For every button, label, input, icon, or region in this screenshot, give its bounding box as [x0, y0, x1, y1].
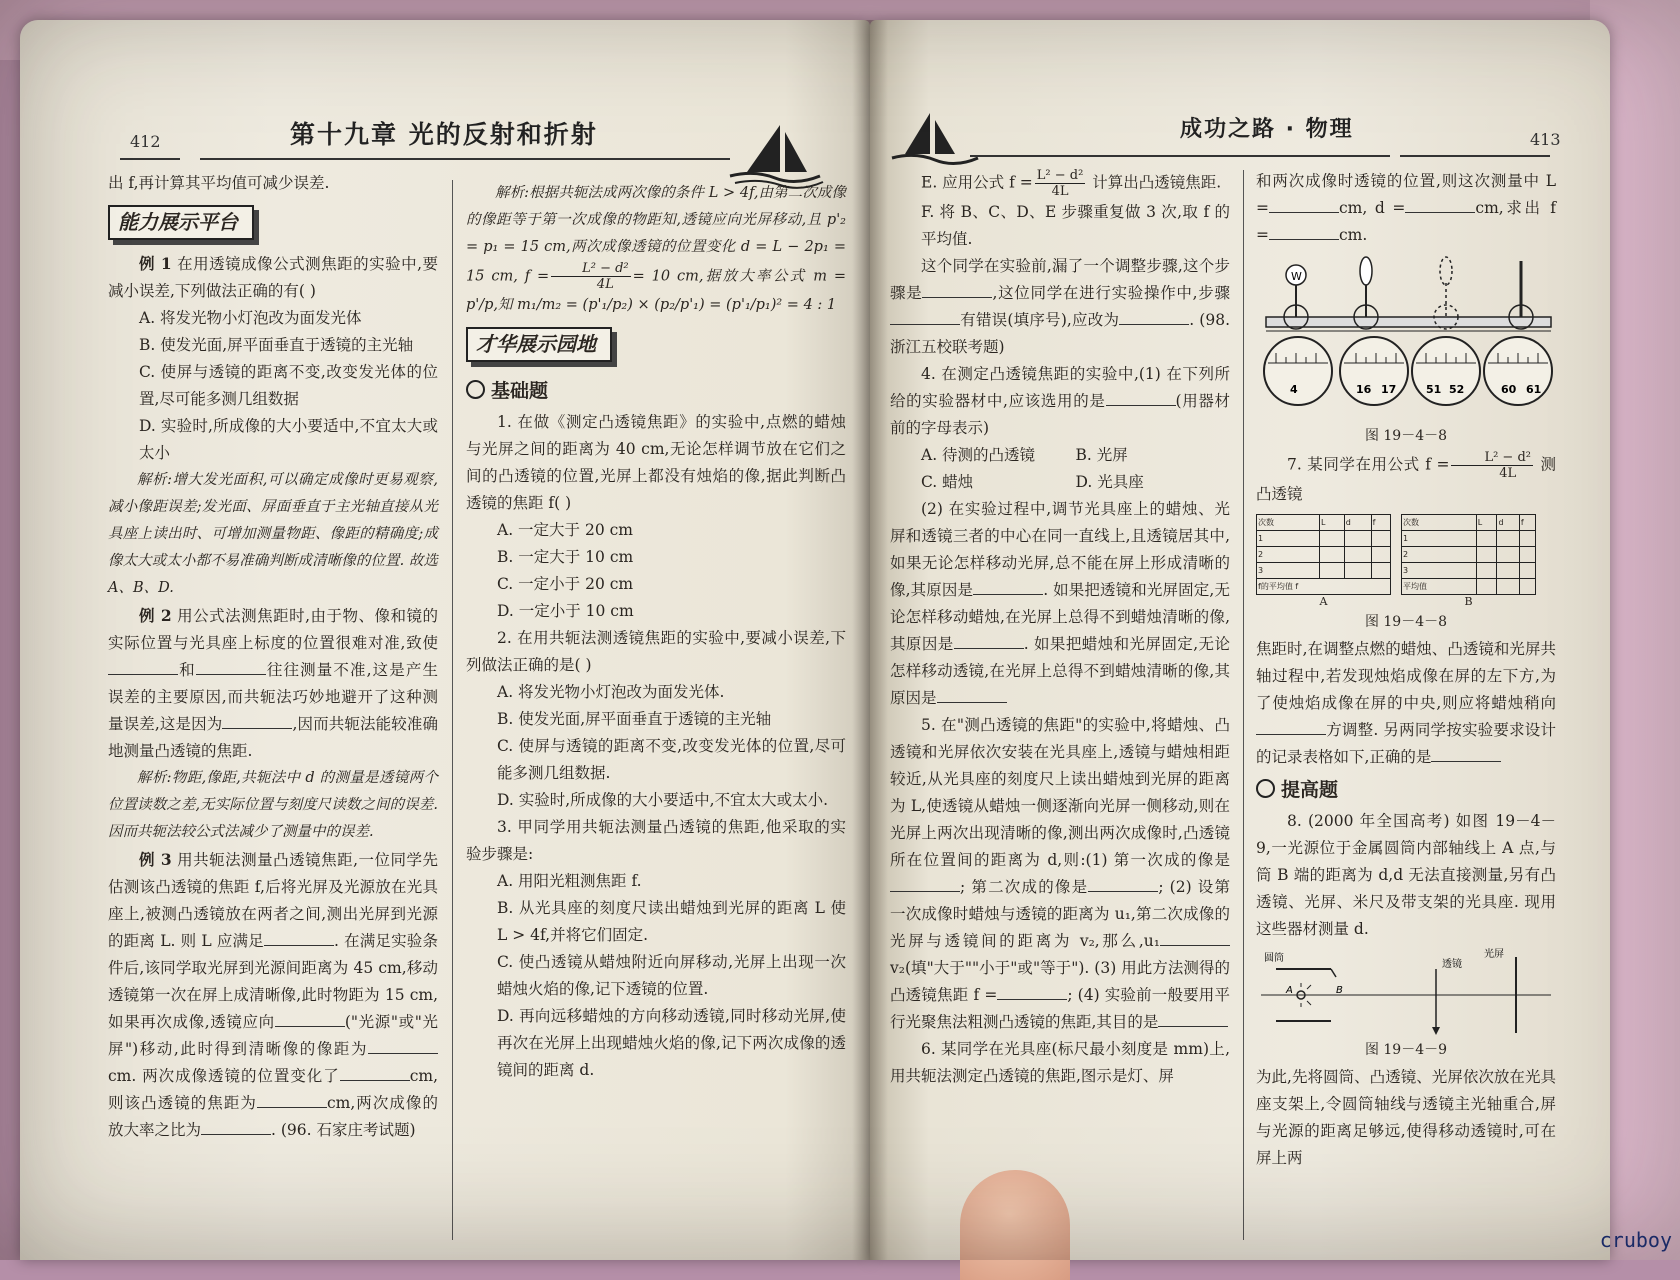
section-heading-text: 基础题 — [491, 380, 549, 402]
screen-label: 光屏 — [1484, 949, 1504, 960]
analysis-text: 解析:物距,像距,共轭法中 d 的测量是透镜两个位置读数之差,无实际位置与刻度尺读数之间的误差. 因而共轭法较公式法减少了测量中的误差. — [108, 770, 438, 840]
question-text: cm, d = — [1339, 199, 1406, 217]
intro-text: 出 f,再计算其平均值可减少误差. — [108, 174, 330, 192]
example-text: 在用透镜成像公式测焦距的实验中,要减小误差,下列做法正确的有( ) — [108, 255, 439, 300]
option-c: C. 使屏与透镜的距离不变,改变发光体的位置,尽可能多测几组数据. — [497, 737, 846, 782]
right-page — [870, 20, 1610, 1260]
table-header-cell: L — [1476, 515, 1497, 531]
option-c: C. 使屏与透镜的距离不变,改变发光体的位置,尽可能多测几组数据 — [139, 363, 438, 408]
example-text: 和 — [178, 661, 196, 679]
analysis-text: 解析:增大发光面积,可以确定成像时更易观察,减小像距误差;发光面、屏面垂直于主光轴直接从光具座上读出时、可增加测量物距、像距的精确度;成像太大或太小都不易准确判断成清晰像的位置. 故选 A、B、D. — [108, 472, 438, 596]
point-a-label: A — [1286, 985, 1293, 996]
column-divider — [1243, 170, 1244, 1240]
question-text: 5. 在"测凸透镜的焦距"的实验中,将蜡烛、凸透镜和光屏依次安装在光具座上,透镜与蜡烛相距较近,从光具座的刻度尺上读出蜡烛到光屏的距离为 L,使透镜从蜡烛一侧逐渐向光屏一侧移动,则在光屏上两次出现清晰的像,测出两次成像时,凸透镜所在位置间的距离为 d,则:(1) 第一次成的像是 — [890, 716, 1230, 869]
table-label: B — [1464, 595, 1473, 608]
fraction-denominator: 4L — [596, 277, 614, 292]
question-6-continued — [1256, 168, 1556, 249]
circle-icon — [1256, 779, 1275, 798]
question-text: v₂(填"大于""小于"或"等于"). (3) 用此方法测得的凸透镜焦距 f = — [890, 959, 1230, 1004]
answer-blank — [1160, 929, 1230, 946]
lens-label: 透镜 — [1442, 959, 1462, 970]
source-note: . (98. 浙江五校联考题) — [890, 311, 1230, 356]
section-banner: 能力展示平台 — [108, 205, 254, 240]
answer-blank — [890, 875, 960, 892]
example-text: . 在满足实验条件后,该同学取光屏到光源间距离为 45 cm,移动透镜第一次在屏上成清晰像,此时物距为 15 cm,如果再次成像,透镜应向 — [108, 932, 438, 1031]
answer-blank — [340, 1064, 410, 1081]
formula-f: f = — [1009, 173, 1033, 192]
answer-blank — [997, 983, 1067, 1000]
table-cell: 2 — [1402, 547, 1477, 563]
table-cell: 3 — [1402, 563, 1477, 579]
record-tables — [1256, 514, 1556, 609]
question-5 — [890, 712, 1230, 1036]
question-7 — [1256, 450, 1556, 508]
step-f: F. 将 B、C、D、E 步骤重复做 3 次,取 f 的平均值. — [921, 203, 1230, 248]
option-a: A. 一定大于 20 cm — [497, 521, 634, 539]
question-text: ; (4) 实验前一般要用平行光聚焦法粗测凸透镜的焦距,其目的是 — [890, 986, 1230, 1031]
example-text: 往往测量不准,这是产生误差的主要原因,而共轭法巧妙地避开了这种测量误差,这是因为 — [108, 661, 438, 733]
fraction-denominator: 4L — [1499, 466, 1517, 481]
lens-icon — [1440, 257, 1452, 285]
column-divider — [452, 180, 453, 1240]
right-column-1 — [890, 168, 1230, 1090]
question-text: 7. 某同学在用公式 — [1287, 455, 1420, 474]
table-cell: 平均值 — [1402, 579, 1477, 595]
example-text: cm. 两次成像透镜的位置变化了 — [108, 1067, 340, 1085]
figure-caption: 图 19－4－8 — [1364, 428, 1448, 444]
table-cell: 1 — [1402, 531, 1477, 547]
answer-blank — [1158, 1010, 1228, 1027]
circle-icon — [466, 380, 485, 399]
question-text: cm. — [1339, 226, 1368, 244]
answer-blank — [1256, 718, 1326, 735]
question-text: 焦距时,在调整点燃的蜡烛、凸透镜和光屏共轴过程中,若发现烛焰成像在屏的左下方,为了使烛焰成像在屏的中央,则应将蜡烛稍向 — [1256, 640, 1556, 712]
section-heading — [1256, 777, 1556, 804]
option-b: B. 使发光面,屏平面垂直于透镜的主光轴 — [139, 336, 414, 354]
table-cell: 3 — [1257, 563, 1320, 579]
table-header-cell: f — [1519, 515, 1535, 531]
example-text: cm,则该凸透镜的焦距为 — [108, 1067, 438, 1112]
header-rule — [1400, 155, 1550, 157]
section-banner: 才华展示园地 — [466, 327, 612, 362]
answer-blank — [368, 1037, 438, 1054]
formula-fraction — [1451, 450, 1533, 481]
question-text: cm,求出 f = — [1256, 199, 1556, 244]
question-text: 方调整. 另两同学按实验要求设计的记录表格如下,正确的是 — [1256, 721, 1556, 766]
question-4 — [890, 361, 1230, 442]
section-heading — [466, 378, 846, 405]
question-text: ; (2) 设第一次成像时蜡烛与透镜的距离为 u₁,第二次成像的光屏与透镜间的距离为 v₂,那么,u₁ — [890, 878, 1230, 950]
record-table — [1256, 514, 1391, 595]
header-rule — [120, 158, 180, 160]
option-d: D. 一定小于 10 cm — [497, 602, 634, 620]
question-text: . 如果把蜡烛和光屏固定,无论怎样移动透镜,在光屏上总得不到蜡烛清晰的像,其原因是 — [890, 635, 1230, 707]
example-2 — [108, 602, 438, 765]
reading-label: 60 — [1501, 383, 1517, 396]
answer-blank — [954, 632, 1024, 649]
header-rule — [200, 158, 730, 160]
example-text: cm,两次成像的放大率之比为 — [108, 1094, 438, 1139]
example-label: 例 2 — [139, 606, 172, 625]
table-header-cell: d — [1497, 515, 1519, 531]
fraction-numerator: L² − d² — [1451, 450, 1533, 466]
option-a: A. 将发光物小灯泡改为面发光体 — [139, 309, 362, 327]
example-1 — [108, 250, 438, 305]
question-1: 1. 在做《测定凸透镜焦距》的实验中,点燃的蜡烛与光屏之间的距离为 40 cm,无论怎样调节放在它们之间的凸透镜的位置,光屏上都没有烛焰的像,据此判断凸透镜的焦距 f( ) — [466, 413, 846, 512]
reading-label: 17 — [1381, 383, 1397, 396]
formula-fraction — [551, 261, 631, 292]
question-8: 8. (2000 年全国高考) 如图 19－4－9,一光源位于金属圆筒内部轴线上 A 点,与筒 B 端的距离为 d,d 无法直接测量,另有凸透镜、光屏、米尺及带支架的光具座. 现用这些器材测量 d. — [1256, 812, 1556, 938]
table-header-cell: 次数 — [1257, 515, 1320, 531]
step-b: B. 从光具座的刻度尺读出蜡烛到光屏的距离 L 使 L > 4f,并将它们固定. — [497, 899, 846, 944]
reading-label: 16 — [1356, 383, 1372, 396]
step-e — [890, 168, 1230, 199]
answer-blank — [222, 712, 292, 729]
question-text: 这个同学在实验前,漏了一个调整步骤,这个步骤是 — [890, 257, 1230, 302]
option-d: D. 实验时,所成像的大小要适中,不宜太大或太小 — [139, 417, 438, 462]
table-cell: 1 — [1257, 531, 1320, 547]
answer-blank — [108, 658, 178, 675]
table-header-cell: 次数 — [1402, 515, 1477, 531]
option-c: C. 一定小于 20 cm — [497, 575, 634, 593]
answer-blank — [1088, 875, 1158, 892]
step-c: C. 使凸透镜从蜡烛附近向屏移动,光屏上出现一次蜡烛火焰的像,记下透镜的位置. — [497, 953, 846, 998]
bench-rail — [1266, 317, 1551, 327]
option-c: C. 蜡烛 — [921, 473, 974, 491]
lens-icon — [1360, 257, 1372, 285]
answer-blank — [1119, 308, 1189, 325]
reading-label: 51 — [1426, 383, 1442, 396]
answer-blank — [1269, 223, 1339, 240]
record-table — [1401, 514, 1536, 595]
step-text: E. 应用公式 — [921, 173, 1005, 192]
book-gutter — [852, 20, 888, 1260]
fraction-denominator: 4L — [1051, 184, 1069, 199]
table-a — [1256, 514, 1391, 609]
table-cell: f的平均值 f — [1257, 579, 1391, 595]
answer-blank — [201, 1118, 271, 1135]
option-b: B. 一定大于 10 cm — [497, 548, 634, 566]
formula-fraction — [1035, 168, 1086, 199]
table-header-cell: L — [1320, 515, 1345, 531]
step-a: A. 用阳光粗测焦距 f. — [497, 872, 642, 890]
option-d: D. 光具座 — [1075, 473, 1144, 491]
analysis-part: 解析:根据共轭法成两次像的条件 L > 4f,由第二次成像的像距等于第一次成像的物距知,透镜应向光屏移动,且 p'₂ = p₁ = 15 cm,两次成像透镜的位置变化 d = L − 2p₁ = 15 cm, — [466, 185, 846, 285]
option-a: A. 待测的凸透镜 — [921, 446, 1036, 464]
left-column-2 — [466, 180, 846, 1084]
right-column-2 — [1256, 168, 1556, 1172]
option-b: B. 光屏 — [1075, 446, 1128, 464]
analysis-text — [466, 180, 846, 319]
section-heading-text: 提高题 — [1281, 779, 1339, 801]
formula-f: f = — [524, 268, 550, 285]
answer-blank — [257, 1091, 327, 1108]
example-text: ,因而共轭法能较准确地测量凸透镜的焦距. — [108, 715, 438, 760]
answer-blank — [1269, 196, 1339, 213]
fraction-numerator: L² − d² — [1036, 168, 1084, 183]
question-text: ; 第二次成的像是 — [960, 878, 1089, 896]
optical-bench-figure — [1256, 253, 1556, 423]
question-text: 测凸透镜 — [1256, 455, 1556, 503]
question-text: 4. 在测定凸透镜焦距的实验中,(1) 在下列所给的实验器材中,应该选用的是 — [890, 365, 1230, 410]
tube-lens-screen-figure — [1256, 947, 1556, 1037]
question-text: ,这位同学在进行实验操作中,步骤 — [992, 284, 1230, 302]
reading-label: 52 — [1449, 383, 1465, 396]
question-text: 和两次成像时透镜的位置,则这次测量中 L = — [1256, 172, 1556, 217]
reading-label: 4 — [1290, 383, 1298, 396]
step-d: D. 再向远移蜡烛的方向移动透镜,同时移动光屏,使再次在光屏上出现蜡烛火焰的像,记下两次成像的透镜间的距离 d. — [497, 1007, 846, 1079]
formula-f: f = — [1425, 455, 1450, 474]
example-text: 用共轭法测量凸透镜焦距,一位同学先估测该凸透镜的焦距 f,后将光屏及光源放在光具座上,被测凸透镜放在两者之间,测出光屏到光源的距离 L. 则 L 应满足 — [108, 851, 439, 950]
question-text: 有错误(填序号),应改为 — [960, 311, 1120, 329]
question-8-continued: 为此,先将圆筒、凸透镜、光屏依次放在光具座支架上,令圆筒轴线与透镜主光轴重合,屏与光源的距离足够远,使得移动透镜时,可在屏上两 — [1256, 1068, 1556, 1167]
example-label: 例 1 — [139, 254, 172, 273]
reading-label: 61 — [1526, 383, 1542, 396]
option-d: D. 实验时,所成像的大小要适中,不宜太大或太小. — [497, 791, 829, 809]
example-text: ("光源"或"光屏")移动,此时得到清晰像的像距为 — [108, 1013, 438, 1058]
example-3 — [108, 846, 438, 1144]
answer-blank — [922, 281, 992, 298]
answer-blank — [196, 658, 266, 675]
question-text: (用器材前的字母表示) — [890, 392, 1230, 437]
fraction-numerator: L² − d² — [551, 261, 631, 277]
page-number: 412 — [130, 132, 161, 151]
sailboat-icon — [890, 108, 980, 168]
answer-blank — [973, 578, 1043, 595]
page-number: 413 — [1530, 130, 1561, 149]
header-rule — [970, 155, 1390, 157]
example-text: 用公式法测焦距时,由于物、像和镜的实际位置与光具座上标度的位置很难对准,致使 — [108, 607, 439, 652]
option-a: A. 将发光物小灯泡改为面发光体. — [497, 683, 725, 701]
point-b-label: B — [1336, 985, 1343, 996]
answer-blank — [1405, 196, 1475, 213]
question-3-followup — [890, 253, 1230, 361]
analysis-part: = 10 cm,据放大率公式 m = p'/p,知 m₁/m₂ = (p'₁/p₂) × (p₂/p'₁) = (p'₁/p₁)² = 4 : 1 — [466, 268, 847, 313]
answer-blank — [890, 308, 960, 325]
lamp-label: W — [1291, 270, 1302, 283]
question-text: . 如果把透镜和光屏固定,无论怎样移动蜡烛,在光屏上总得不到蜡烛清晰的像,其原因是 — [890, 581, 1230, 653]
answer-blank — [937, 686, 1007, 703]
question-4-part-2 — [890, 496, 1230, 712]
figure-caption: 图 19－4－9 — [1364, 1042, 1448, 1058]
question-text: (2) 在实验过程中,调节光具座上的蜡烛、光屏和透镜三者的中心在同一直线上,且透镜居其中,如果无论怎样移动光屏,总不能在屏上形成清晰的像,其原因是 — [890, 500, 1230, 599]
answer-blank — [275, 1010, 345, 1027]
running-title: 成功之路 · 物理 — [1180, 117, 1354, 142]
question-7-continued — [1256, 636, 1556, 771]
table-label: A — [1319, 595, 1328, 608]
table-header-cell: d — [1344, 515, 1371, 531]
table-cell: 2 — [1257, 547, 1320, 563]
question-2: 2. 在用共轭法测透镜焦距的实验中,要减小误差,下列做法正确的是( ) — [466, 629, 846, 674]
table-header-cell: f — [1371, 515, 1390, 531]
answer-blank — [264, 929, 334, 946]
tube-label: 圆筒 — [1264, 953, 1284, 964]
table-b — [1401, 514, 1536, 609]
chapter-title: 第十九章 光的反射和折射 — [290, 120, 598, 149]
option-b: B. 使发光面,屏平面垂直于透镜的主光轴 — [497, 710, 772, 728]
options-grid — [890, 442, 1230, 496]
question-3: 3. 甲同学用共轭法测量凸透镜的焦距,他采取的实验步骤是: — [466, 818, 846, 863]
answer-blank — [1431, 745, 1501, 762]
question-6: 6. 某同学在光具座(标尺最小刻度是 mm)上,用共轭法测定凸透镜的焦距,图示是灯、屏 — [890, 1040, 1230, 1085]
finger — [960, 1170, 1070, 1280]
figure-caption: 图 19－4－8 — [1364, 614, 1448, 630]
left-page — [20, 20, 870, 1260]
example-label: 例 3 — [139, 850, 172, 869]
step-text: 计算出凸透镜焦距. — [1092, 173, 1222, 192]
left-column-1 — [108, 170, 438, 1144]
answer-blank — [1106, 389, 1176, 406]
source-note: . (96. 石家庄考试题) — [271, 1121, 416, 1139]
watermark: cruboy — [1599, 1228, 1672, 1252]
